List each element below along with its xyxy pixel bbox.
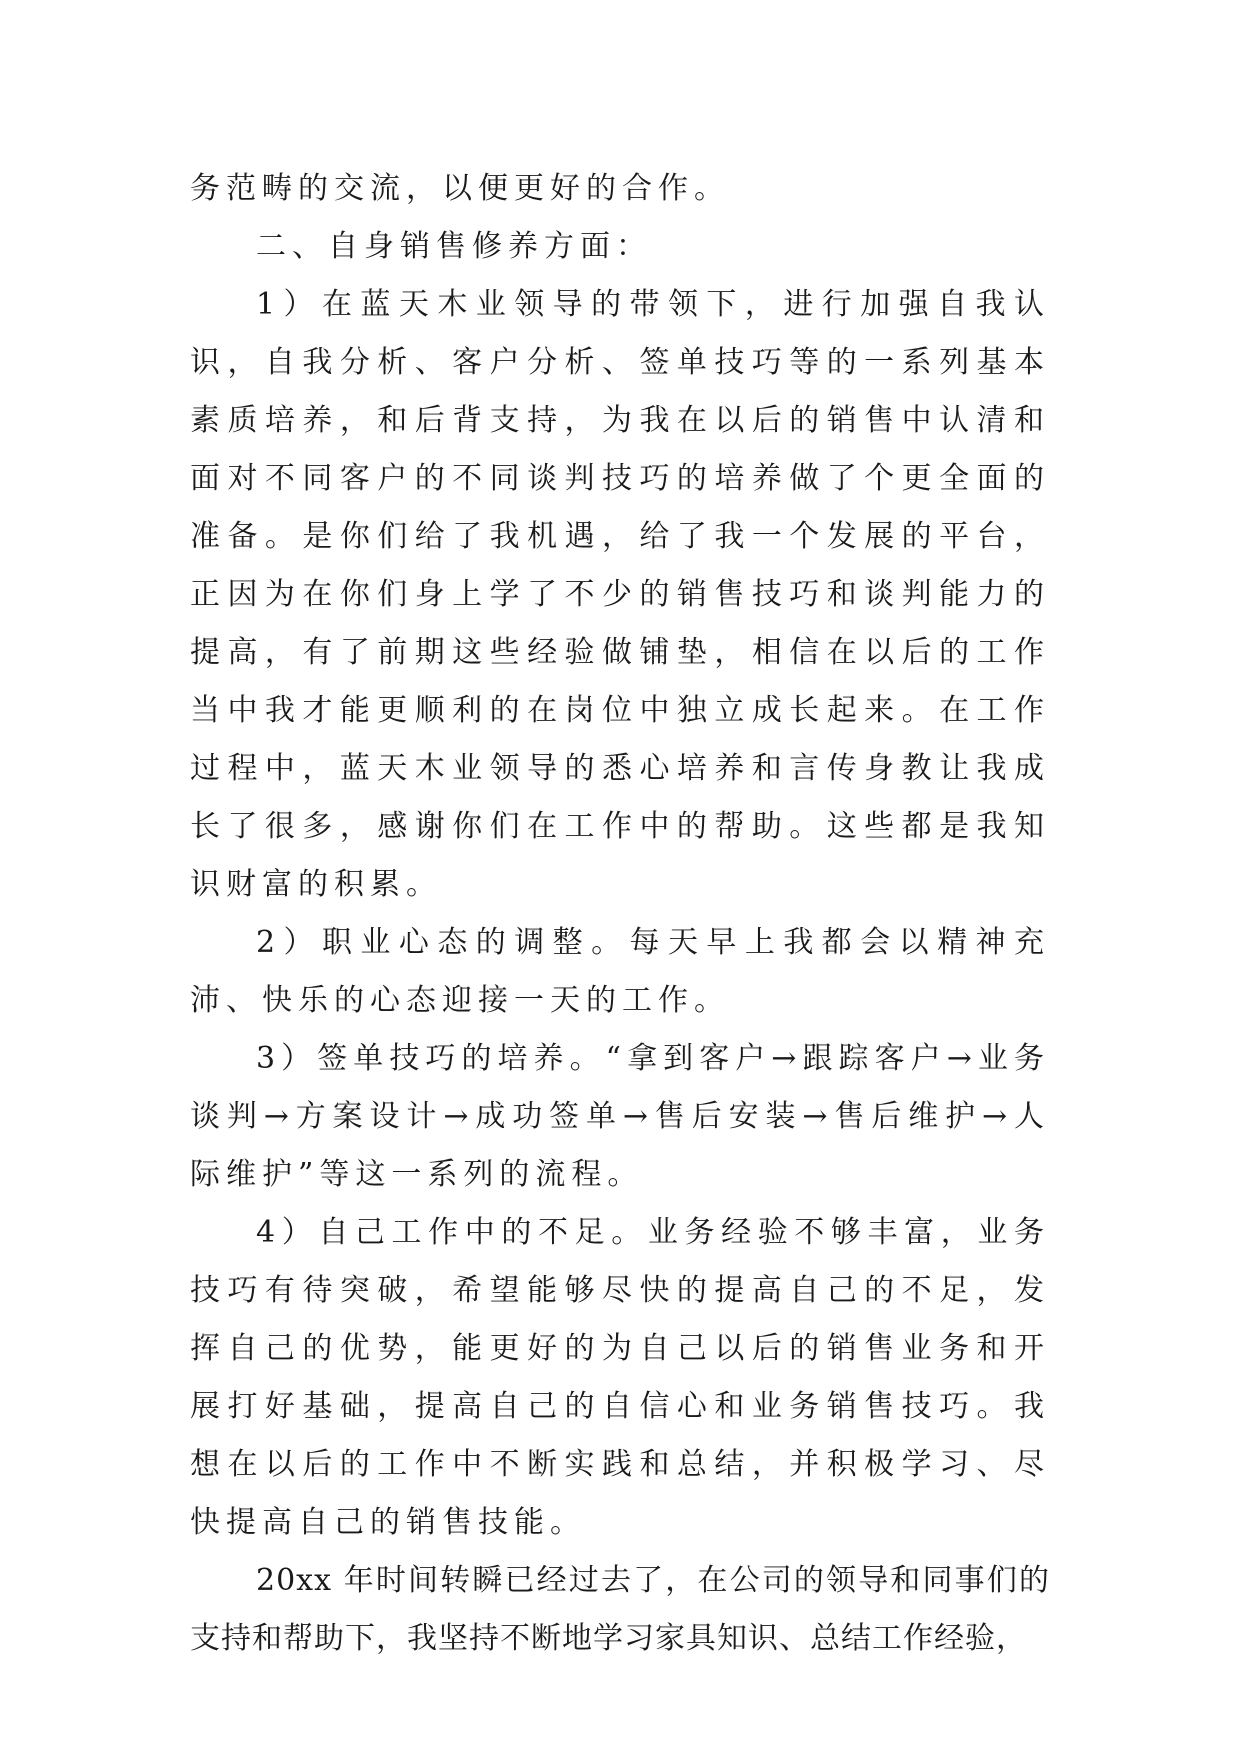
paragraph-item-2: 2）职业心态的调整。每天早上我都会以精神充沛、快乐的心态迎接一天的工作。 [190, 925, 1050, 1018]
paragraph-item-4: 4）自己工作中的不足。业务经验不够丰富，业务技巧有待突破，希望能够尽快的提高自己的不足，发挥自己的优势，能更好的为自己以后的销售业务和开展打好基础，提高自己的自信心和业务销售技巧。我想在以后的工作中不断实践和总结，并积极学习、尽快提高自己的销售技能。 [190, 1215, 1050, 1540]
paragraph-item-3: 3）签单技巧的培养。“拿到客户→跟踪客户→业务谈判→方案设计→成功签单→售后安装→售后维护→人际维护”等这一系列的流程。 [190, 1041, 1050, 1192]
paragraph-item-1: 1）在蓝天木业领导的带领下，进行加强自我认识，自我分析、客户分析、签单技巧等的一系列基本素质培养，和后背支持，为我在以后的销售中认清和面对不同客户的不同谈判技巧的培养做了个更全面的准备。是你们给了我机遇，给了我一个发展的平台，正因为在你们身上学了不少的销售技巧和谈判能力的提高，有了前期这些经验做铺垫，相信在以后的工作当中我才能更顺利的在岗位中独立成长起来。在工作过程中，蓝天木业领导的悉心培养和言传身教让我成长了很多，感谢你们在工作中的帮助。这些都是我知识财富的积累。 [190, 287, 1050, 902]
section-heading: 二、自身销售修养方面： [256, 229, 652, 264]
paragraph-continuation: 务范畴的交流，以便更好的合作。 [190, 171, 730, 206]
paragraph-summary: 20xx 年时间转瞬已经过去了，在公司的领导和同事们的支持和帮助下，我坚持不断地学习家具知识、总结工作经验， [190, 1563, 1050, 1656]
document-body [190, 160, 1050, 1668]
